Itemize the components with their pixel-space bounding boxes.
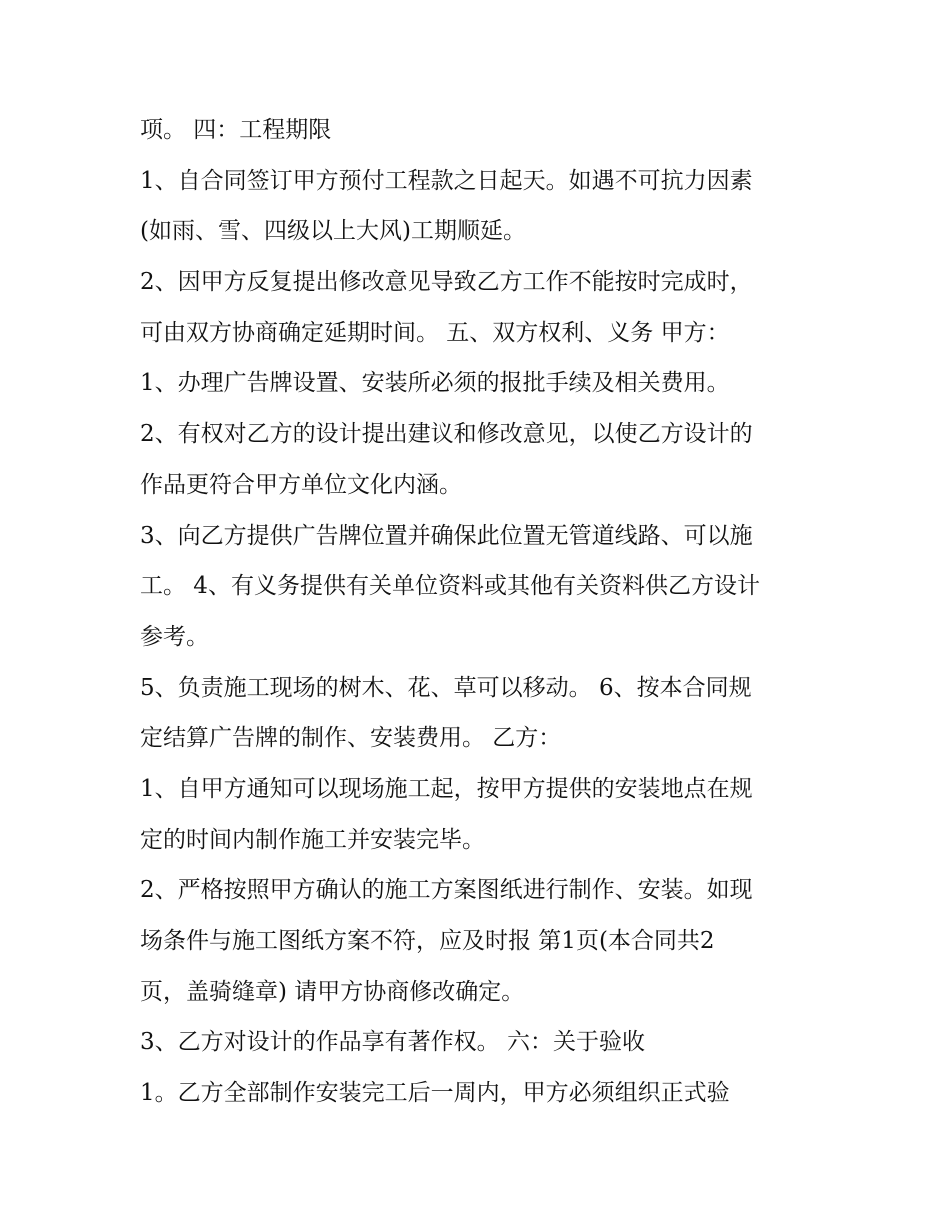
text-line: 1、办理广告牌设置、安装所必须的报批手续及相关费用。 [140, 370, 730, 397]
text-line: 项。 四：工程期限 [140, 117, 332, 143]
text-line: 2、有权对乙方的设计提出建议和修改意见，以使乙方设计的 [140, 421, 753, 448]
text-line: 页，盖骑缝章) 请甲方协商修改确定。 [140, 978, 525, 1005]
text-line: 1、自甲方通知可以现场施工起，按甲方提供的安装地点在规 [140, 775, 753, 802]
text-line: 场条件与施工图纸方案不符，应及时报 第1页(本合同共2 [140, 928, 715, 954]
text-line: 工。 4、有义务提供有关单位资料或其他有关资料供乙方设计 [140, 573, 760, 600]
text-line: 可由双方协商确定延期时间。 五、双方权利、义务 甲方： [140, 319, 730, 346]
text-line: 2、严格按照甲方确认的施工方案图纸进行制作、安装。如现 [140, 877, 753, 904]
text-line: 3、向乙方提供广告牌位置并确保此位置无管道线路、可以施 [140, 522, 753, 549]
text-line: 定的时间内制作施工并安装完毕。 [140, 826, 485, 853]
text-line: 5、负责施工现场的树木、花、草可以移动。 6、按本合同规 [140, 674, 752, 701]
text-line: 1、自合同签订甲方预付工程款之日起天。如遇不可抗力因素 [140, 167, 753, 194]
text-line: 定结算广告牌的制作、安装费用。 乙方： [140, 725, 562, 752]
text-line: 作品更符合甲方单位文化内涵。 [140, 471, 462, 498]
text-line: 2、因甲方反复提出修改意见导致乙方工作不能按时完成时， [140, 269, 753, 296]
text-line: 参考。 [140, 623, 209, 650]
text-line: (如雨、雪、四级以上大风)工期顺延。 [140, 218, 526, 245]
document-body [140, 105, 820, 1119]
text-line: 1。乙方全部制作安装完工后一周内，甲方必须组织正式验 [140, 1080, 730, 1107]
text-line: 3、乙方对设计的作品享有著作权。 六：关于验收 [140, 1029, 645, 1056]
